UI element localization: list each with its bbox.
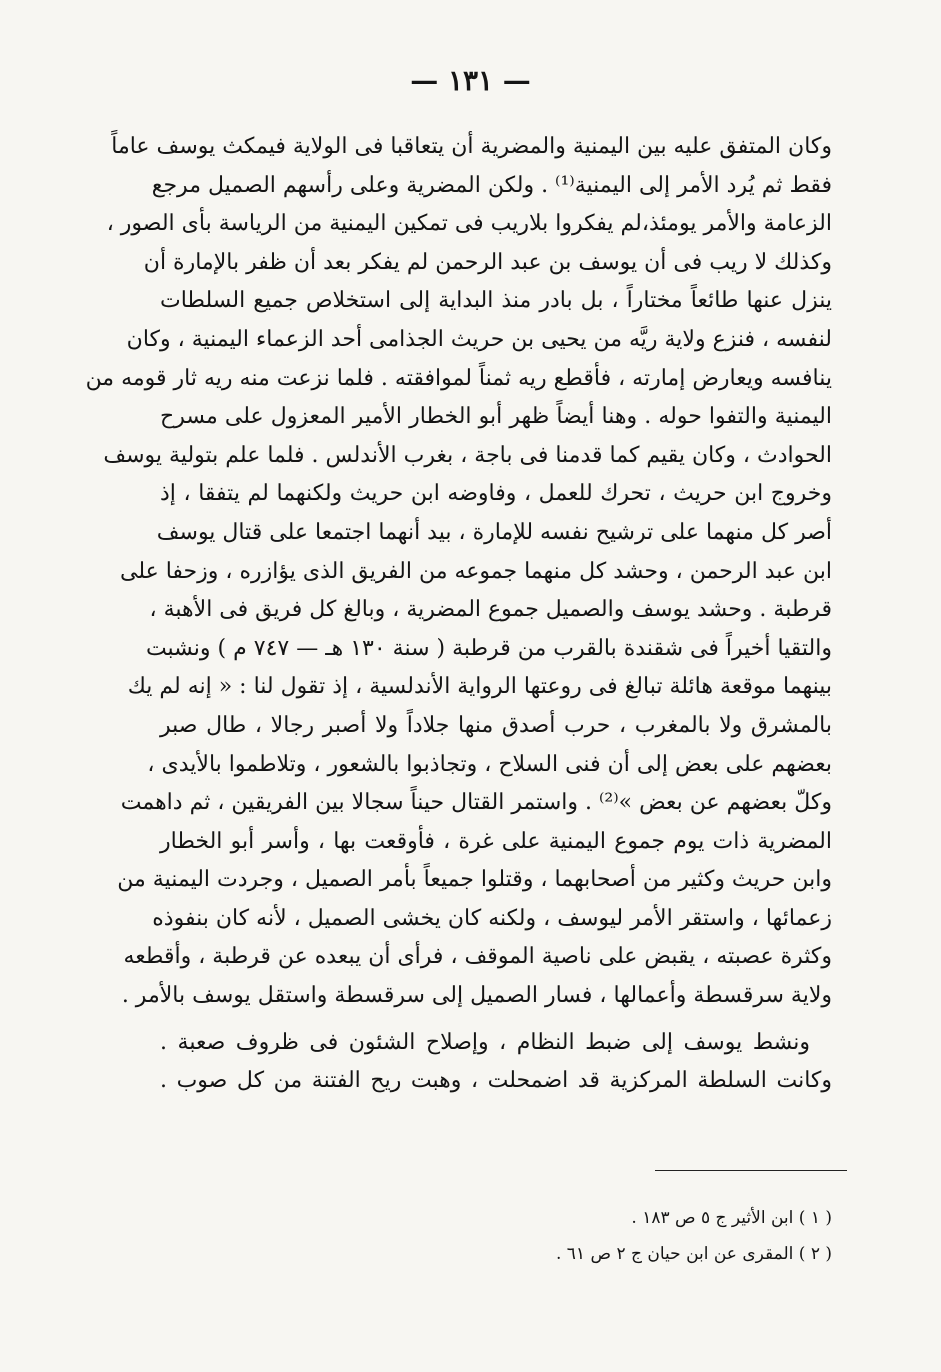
paragraph-gap — [160, 1016, 832, 1024]
paragraph-1 — [85, 128, 832, 1016]
text-line: بينهما موقعة هائلة تبالغ فى روعتها الرواية الأندلسية ، إذ تقول لنا : « إنه لم يك — [127, 674, 832, 700]
text-line: المضرية ذات يوم جموع اليمنية على غرة ، فأوقعت بها ، وأسر أبو الخطار — [160, 828, 832, 854]
footnote-1: ( ١ ) ابن الأثير ج ٥ ص ١٨٣ . — [631, 1208, 832, 1228]
page-number: — ١٣١ — — [410, 64, 531, 97]
text-line: وكلّ بعضهم عن بعض »⁽²⁾ . واستمر القتال حيناً سجالا بين الفريقين ، ثم داهمت — [120, 790, 832, 816]
text-line: اليمنية والتفوا حوله . وهنا أيضاً ظهر أبو الخطار الأمير المعزول على مسرح — [160, 404, 832, 430]
footnote-divider — [655, 1170, 847, 1171]
text-line: وخروج ابن حريث ، تحرك للعمل ، وفاوضه ابن حريث ولكنهما لم يتفقا ، إذ — [160, 481, 832, 507]
text-line: قرطبة . وحشد يوسف والصميل جموع المضرية ، وبالغ كل فريق فى الأهبة ، — [149, 597, 832, 623]
text-line: ينافسه ويعارض إمارته ، فأقطع ريه ثمناً لموافقته . فلما نزعت منه ريه ثار قومه من — [85, 365, 832, 391]
text-line: فقط ثم يُرد الأمر إلى اليمنية⁽¹⁾ . ولكن المضرية وعلى رأسهم الصميل مرجع — [151, 172, 832, 198]
text-line: زعمائها ، واستقر الأمر ليوسف ، ولكنه كان يخشى الصميل ، لأنه كان بنفوذه — [152, 905, 832, 931]
text-line: ونشط يوسف إلى ضبط النظام ، وإصلاح الشئون فى ظروف صعبة . — [160, 1029, 810, 1055]
text-line: الزعامة والأمر يومئذ،لم يفكروا بلاريب فى تمكين اليمنية من الرياسة بأى الصور ، — [106, 211, 832, 237]
text-line: وكذلك لا ريب فى أن يوسف بن عبد الرحمن لم يفكر بعد أن ظفر بالإمارة أن — [143, 249, 832, 275]
text-line: بالمشرق ولا بالمغرب ، حرب أصدق منها جلاداً ولا أصبر رجالا ، طال صبر — [160, 712, 832, 738]
text-line: لنفسه ، فنزع ولاية ريَّه من يحيى بن حريث الجذامى أحد الزعماء اليمنية ، وكان — [126, 326, 832, 352]
text-line: ولاية سرقسطة وأعمالها ، فسار الصميل إلى سرقسطة واستقل يوسف بالأمر . — [121, 983, 832, 1009]
text-line: وابن حريث وكثير من أصحابهما ، وقتلوا جميعاً بأمر الصميل ، وجردت اليمنية من — [117, 867, 832, 893]
text-line: ينزل عنها طائعاً مختاراً ، بل بادر منذ البداية إلى استخلاص جميع السلطات — [160, 288, 832, 314]
text-line: أصر كل منهما على ترشيح نفسه للإمارة ، بيد أنهما اجتمعا على قتال يوسف — [156, 519, 832, 545]
body-text — [85, 128, 832, 1101]
text-line: الحوادث ، وكان يقيم كما قدمنا فى باجة ، بغرب الأندلس . فلما علم بتولية يوسف — [103, 442, 832, 468]
paragraph-2 — [160, 1024, 832, 1101]
text-line: وكان المتفق عليه بين اليمنية والمضرية أن يتعاقبا فى الولاية فيمكث يوسف عاماً — [111, 134, 832, 159]
text-line: ابن عبد الرحمن ، وحشد كل منهما جموعه من الفريق الذى يؤازره ، وزحفا على — [119, 558, 832, 584]
text-line: بعضهم على بعض إلى أن فنى السلاح ، وتجاذبوا بالشعور ، وتلاطموا بالأيدى ، — [147, 751, 832, 777]
text-line: وكانت السلطة المركزية قد اضمحلت ، وهبت ريح الفتنة من كل صوب . — [160, 1068, 832, 1094]
text-line: وكثرة عصبته ، يقبض على ناصية الموقف ، فرأى أن يبعده عن قرطبة ، وأقطعه — [123, 944, 832, 970]
footnote-2: ( ٢ ) المقرى عن ابن حيان ج ٢ ص ٦١ . — [555, 1244, 832, 1264]
text-line: والتقيا أخيراً فى شقندة بالقرب من قرطبة ( سنة ١٣٠ هـ — ٧٤٧ م ) ونشبت — [145, 635, 832, 661]
footnotes — [420, 1200, 832, 1272]
